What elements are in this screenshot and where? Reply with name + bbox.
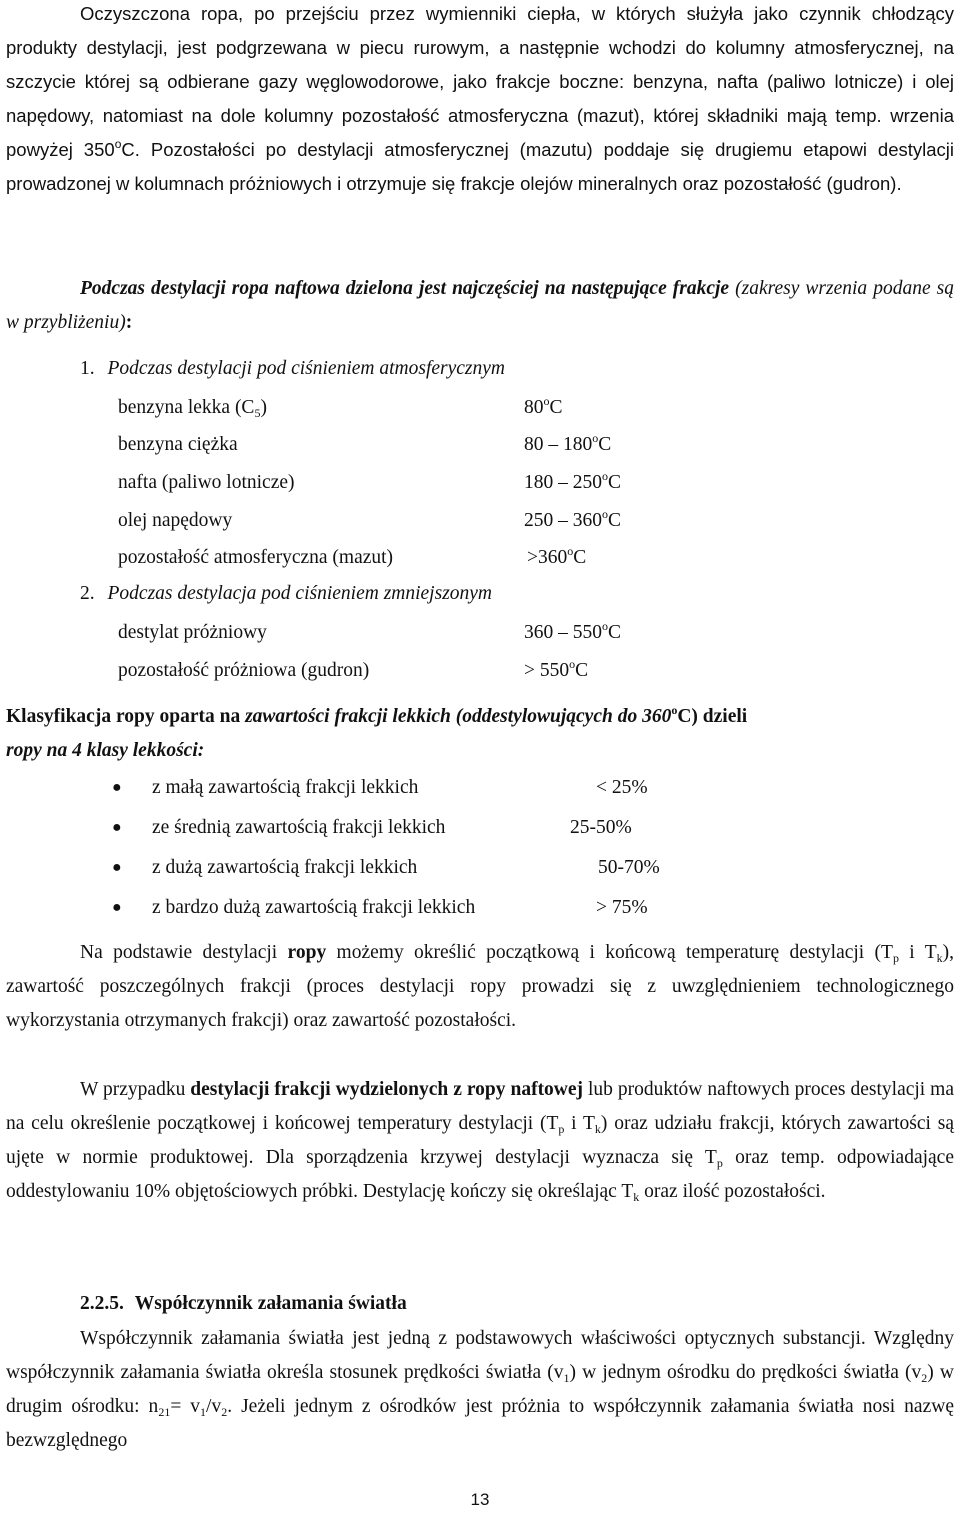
fraction-name: benzyna lekka $(C_5)$ (118, 397, 267, 420)
intro-text: Oczyszczona ropa, po przejściu przez wymienniki ciepła, w których służyła jako czynnik chłodzący produkty destylacji, jest podgrzewana w piecu rurowym, a następnie wchodzi do kolumny atmosferycznej, na szczycie której są odbierane gazy węglowodorowe, jako frakcje boczne: benzyna, nafta (paliwo lotnicze) i olej napędowy, natomiast na dole kolumny pozostałość atmosferyczna (mazut), której składniki mają temp. wrzenia powyżej 350 (6, 3, 954, 160)
class-value: > 75% (596, 897, 648, 918)
intro-text-cont: C. Pozostałości po destylacji atmosferycznej (mazutu) poddaje się drugiemu etapowi destylacji prowadzonej w kolumnach próżniowych i otrzymuje się frakcje olejów mineralnych oraz pozostałość (gudron). (6, 139, 955, 194)
bullet-icon: ● (112, 779, 122, 796)
fraction-name: olej napędowy (118, 510, 233, 531)
fraction-name: pozostałość próżniowa (gudron) (118, 660, 370, 681)
fraction-name: benzyna ciężka (118, 434, 238, 455)
fraction-name: destylat próżniowy (118, 622, 267, 643)
class-label: ze średnią zawartością frakcji lekkich (152, 817, 446, 838)
section2-heading (80, 577, 492, 611)
fraction-range: 360 – 550$^o$C (524, 619, 622, 643)
class-label: z bardzo dużą zawartością frakcji lekkich (152, 897, 476, 918)
section-title: Współczynnik załamania światła (134, 1293, 407, 1314)
bullet-icon: ● (112, 899, 122, 916)
section-number: 2.2.5. (80, 1293, 124, 1314)
bullet-icon: ● (112, 819, 122, 836)
fractions-distillation-paragraph: W przypadku destylacji frakcji wydzielonych z ropy naftowej lub produktów naftowych proces destylacji ma na celu określenie początkowej i końcowej temperatury destylacji ($T_p$ i $T_k$) oraz udziału frakcji, których zawartości są ujęte w normie produktowej. Dla sporządzenia krzywej destylacji wyznacza się $T_p$ oraz temp. odpowiadające oddestylowaniu 10% objętościowych próbki. Destylację kończy się określając $T_k$ oraz ilość pozostałości. (6, 1079, 954, 1204)
fraction-range: 250 – 360$^o$C (524, 507, 622, 531)
fraction-range: 80 – 180$^o$C (524, 431, 612, 455)
fraction-name: nafta (paliwo lotnicze) (118, 472, 295, 493)
distillation-base-paragraph: Na podstawie destylacji ropy możemy określić początkową i końcową temperaturę destylacji ($T_p$ i $T_k$), zawartość poszczególnych frakcji (proces destylacji ropy prowadzi się z uwzględnieniem technologicznego wykorzystania otrzymanych frakcji) oraz zawartość pozostałości. (6, 942, 954, 1031)
section-heading-refraction (80, 1287, 407, 1321)
page-number: 13 (470, 1490, 490, 1509)
fractions-intro-colon: : (125, 312, 133, 333)
degree-sign: o (114, 137, 122, 151)
section1-title: Podczas destylacji pod ciśnieniem atmosferycznym (107, 358, 505, 379)
section2-number: 2. (80, 583, 95, 604)
fraction-name: pozostałość atmosferyczna (mazut) (118, 547, 394, 568)
fractions-intro (6, 272, 954, 340)
bullet-icon: ● (112, 859, 122, 876)
fractions-intro-italic: (zakresy wrzenia podane są w przybliżeniu) (6, 278, 954, 333)
fractions-intro-bold: Podczas destylacji ropa naftowa dzielona jest najczęściej na następujące frakcje (80, 278, 730, 299)
class-label: z dużą zawartością frakcji lekkich (152, 857, 418, 878)
section1-number: 1. (80, 358, 95, 379)
section1-heading (80, 352, 505, 386)
fraction-range: > $550^oC$ (524, 657, 589, 681)
fraction-range: 80$^o$C (524, 394, 563, 418)
intro-paragraph (6, 0, 954, 201)
class-label: z małą zawartością frakcji lekkich (152, 777, 419, 798)
classification-intro: Klasyfikacja ropy oparta na zawartości frakcji lekkich (oddestylowujących do 360$^o$C) dzieli ropy na 4 klasy lekkości: (6, 703, 748, 761)
refraction-paragraph: Współczynnik załamania światła jest jedną z podstawowych właściwości optycznych substancji. Względny współczynnik załamania światła określa stosunek prędkości światła $(v_1)$ w jednym ośrodku do prędkości światła $(v_2)$ w drugim ośrodku: $n_{21}= v_1/v_2$. Jeżeli jednym z ośrodków jest próżnia to współczynnik załamania światła nosi nazwę bezwzględnego (6, 1328, 954, 1451)
class-value: 25-50% (570, 817, 632, 838)
class-value: 50-70% (598, 857, 660, 878)
fraction-range: $>360^oC$ (527, 544, 587, 568)
section2-title: Podczas destylacja pod ciśnieniem zmniejszonym (107, 583, 493, 604)
class-value: < 25% (596, 777, 648, 798)
fraction-range: 180 – 250$^o$C (524, 469, 622, 493)
